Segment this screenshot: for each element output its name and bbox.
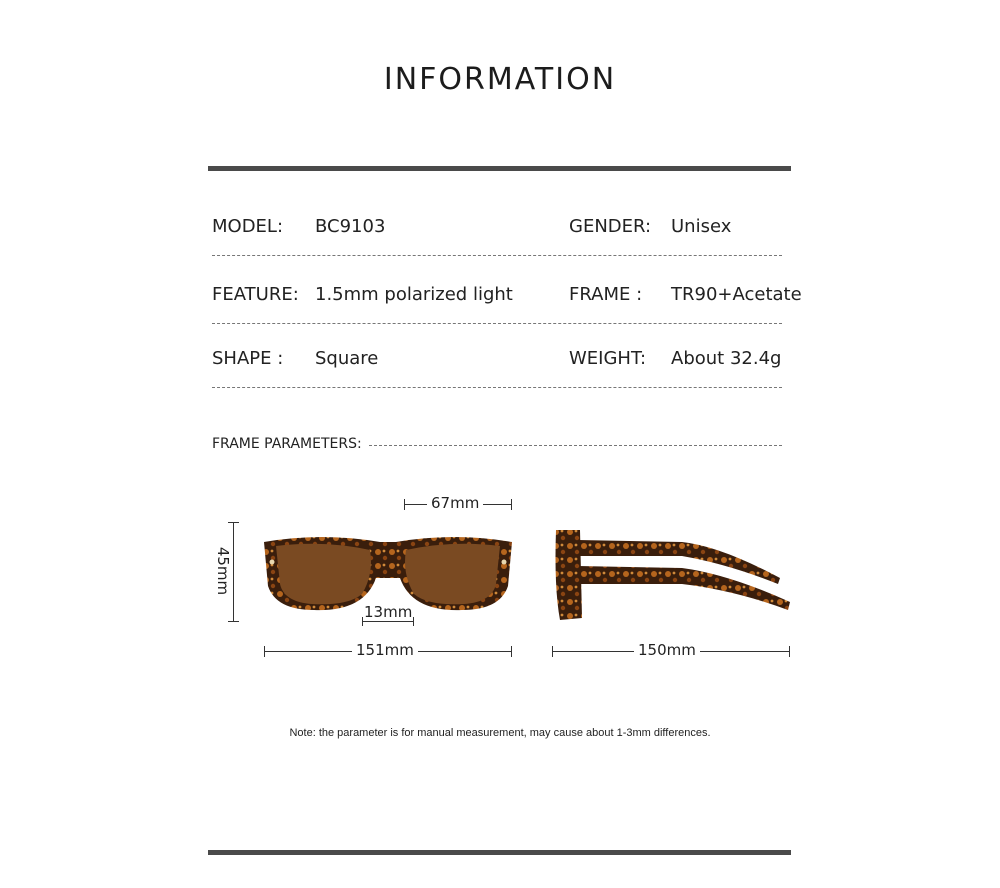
frame-label: FRAME :: [569, 284, 643, 305]
gender-label: GENDER:: [569, 216, 652, 237]
temple-length-tick-right: [789, 646, 790, 657]
frame-parameters-label: FRAME PARAMETERS:: [212, 436, 368, 452]
lens-width-tick-right: [511, 499, 512, 510]
bottom-divider-bar: [208, 850, 791, 855]
glasses-front-image: [262, 534, 514, 614]
frame-value: TR90+Acetate: [671, 284, 802, 305]
lens-height-label: 45mm: [214, 546, 233, 596]
top-divider-bar: [208, 166, 791, 171]
gender-value: Unisex: [671, 216, 732, 237]
bridge-line: [362, 621, 414, 622]
glasses-side-image: [552, 528, 792, 623]
feature-label: FEATURE:: [212, 284, 299, 305]
model-value: BC9103: [315, 216, 386, 237]
weight-value: About 32.4g: [671, 348, 782, 369]
params-divider: [364, 445, 782, 446]
bridge-label: 13mm: [364, 603, 413, 621]
temple-length-label: 150mm: [634, 641, 700, 659]
measurement-note: Note: the parameter is for manual measurement, may cause about 1-3mm differences.: [289, 727, 711, 739]
row-divider: [212, 387, 782, 388]
spec-row-2: [212, 284, 802, 324]
row-divider: [212, 323, 782, 324]
feature-value: 1.5mm polarized light: [315, 284, 513, 305]
frame-width-tick-right: [511, 646, 512, 657]
lens-width-label: 67mm: [427, 494, 483, 512]
shape-value: Square: [315, 348, 379, 369]
model-label: MODEL:: [212, 216, 284, 237]
lens-width-tick-left: [404, 499, 405, 510]
lens-height-line: [233, 522, 234, 622]
temple-length-tick-left: [552, 646, 553, 657]
page-title: INFORMATION: [383, 62, 617, 97]
frame-width-tick-left: [264, 646, 265, 657]
shape-label: SHAPE :: [212, 348, 284, 369]
row-divider: [212, 255, 782, 256]
weight-label: WEIGHT:: [569, 348, 647, 369]
frame-width-label: 151mm: [352, 641, 418, 659]
lens-height-tick-top: [228, 522, 239, 523]
frame-parameters-header: [212, 436, 782, 456]
lens-height-tick-bottom: [228, 621, 239, 622]
spec-row-3: [212, 348, 782, 388]
spec-row-1: [212, 216, 782, 256]
